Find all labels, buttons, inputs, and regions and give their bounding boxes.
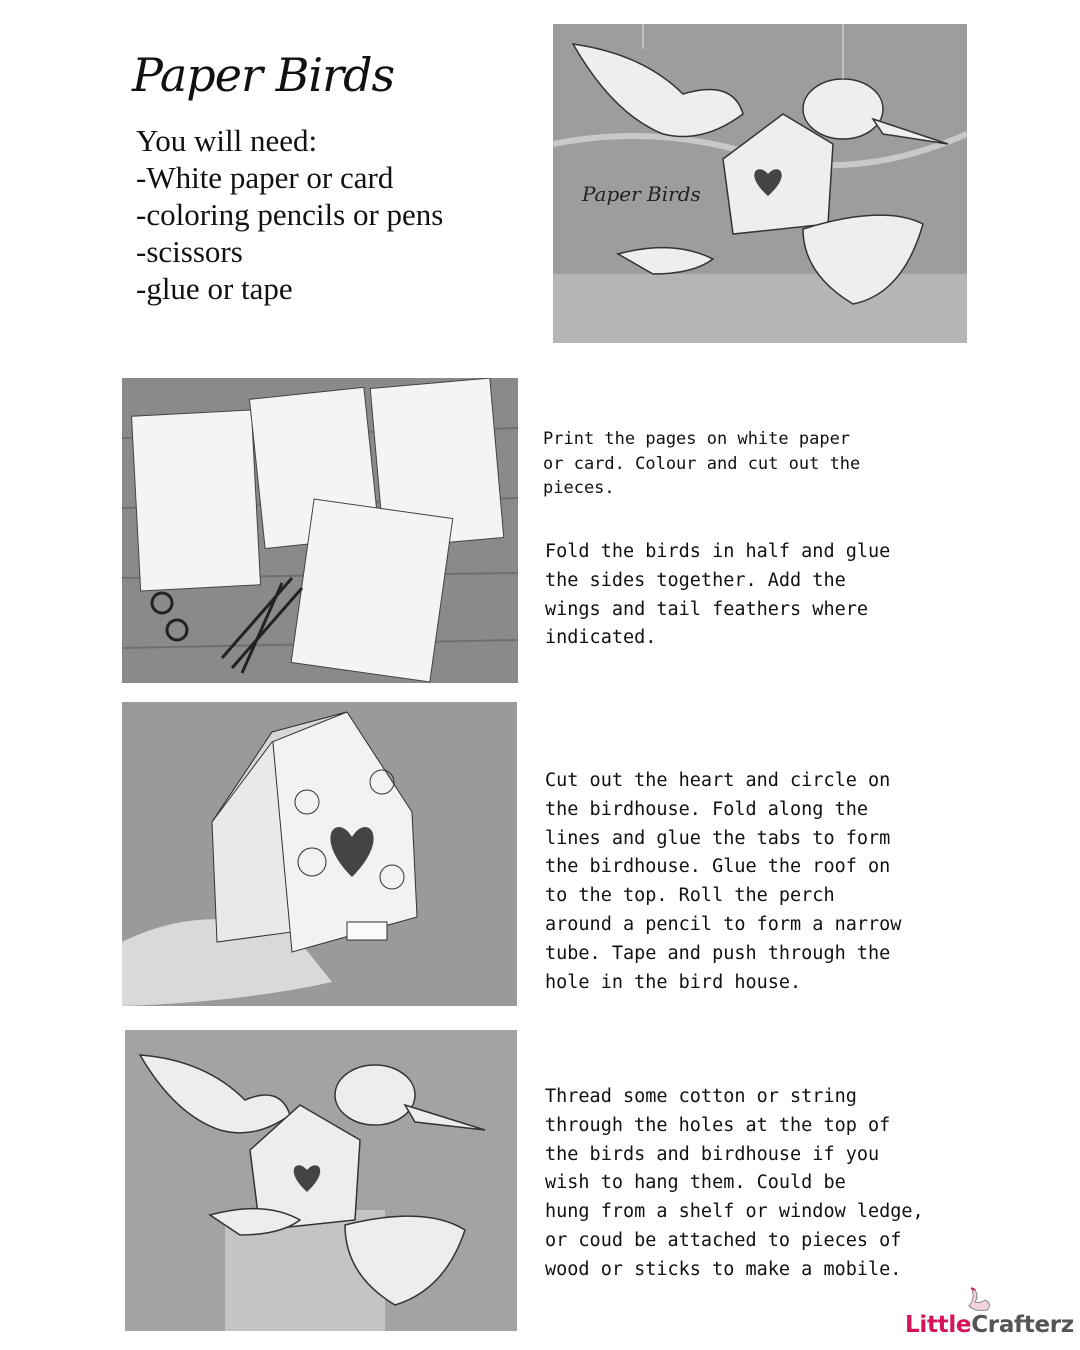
step-1-text: Print the pages on white paper or card. Colour and cut out the pieces. [543, 429, 861, 498]
page-title: Paper Birds [132, 48, 395, 102]
materials-item: -scissors [136, 234, 243, 269]
hanging-mobile-photo [125, 1030, 517, 1331]
birdhouse-illustration [122, 702, 517, 1006]
hero-photo-title: Paper Birds [582, 182, 701, 206]
brand-part-little: Little [905, 1312, 972, 1338]
step-2-text: Fold the birds in half and glue the sides together. Add the wings and tail feathers where indicated. [545, 541, 891, 649]
materials-item: -glue or tape [136, 271, 293, 306]
hanging-mobile-illustration [125, 1030, 517, 1331]
materials-list [136, 122, 443, 307]
brand-logo [905, 1286, 1075, 1346]
birdhouse-photo [122, 702, 517, 1006]
brand-part-crafterz: Crafterz [971, 1312, 1074, 1338]
brand-wordmark [905, 1312, 1074, 1338]
hero-photo [553, 24, 967, 343]
step-3-text: Cut out the heart and circle on the birdhouse. Fold along the lines and glue the tabs to form the birdhouse. Glue the roof on to the top. Roll the perch around a pencil to form a narrow tube. Tape and push through the hole in the bird house. [545, 770, 902, 993]
step-4-text: Thread some cotton or string through the holes at the top of the birds and birdhouse if you wish to hang them. Could be hung from a shelf or window ledge, or coud be attached to pieces of wood or sticks to make a mobile. [545, 1086, 924, 1280]
materials-item: -coloring pencils or pens [136, 197, 444, 232]
template-pages-illustration [122, 378, 518, 683]
materials-heading: You will need: [136, 123, 318, 158]
materials-item: -White paper or card [136, 160, 394, 195]
template-pages-photo [122, 378, 518, 683]
